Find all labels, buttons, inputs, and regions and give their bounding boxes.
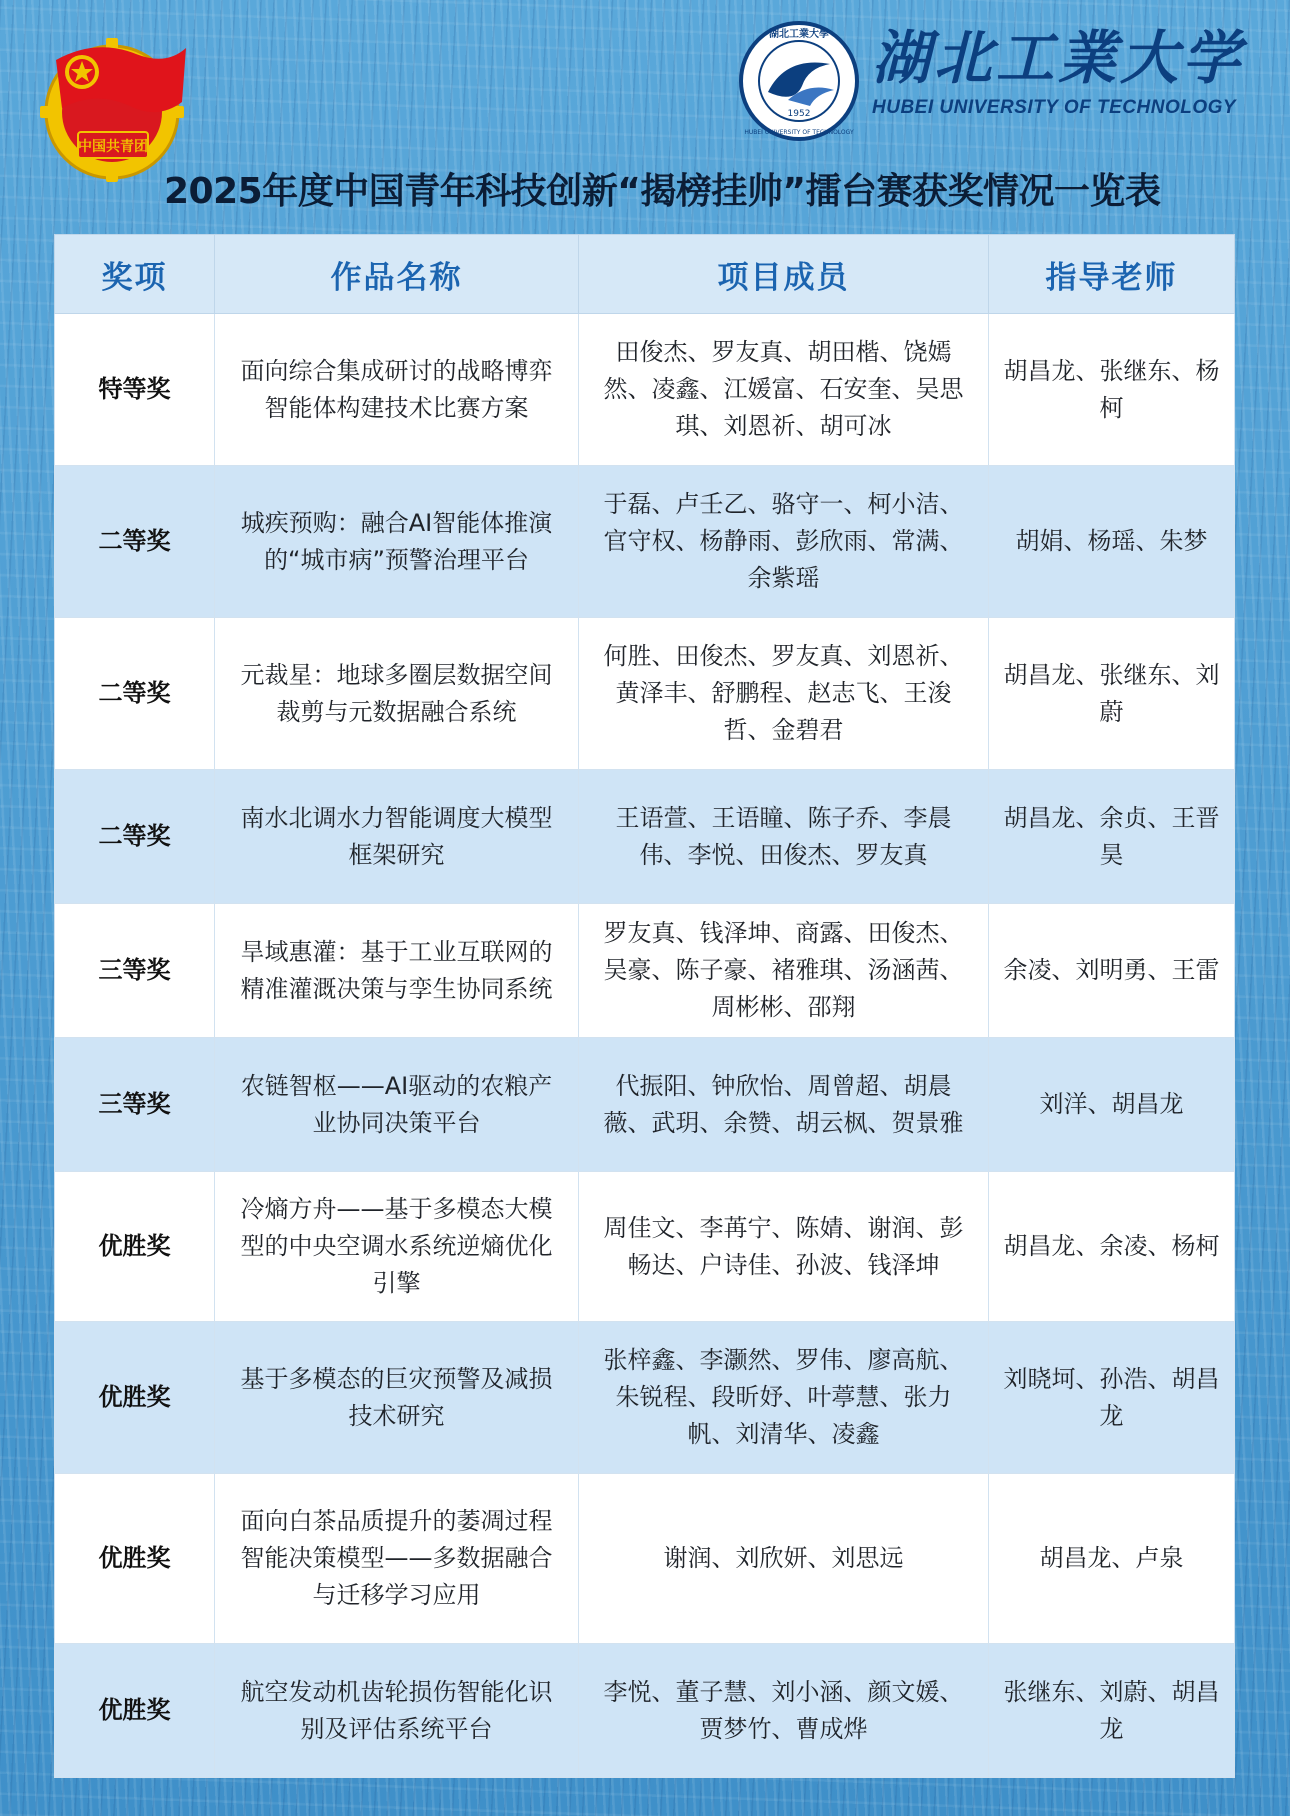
award-cell: 二等奖 xyxy=(55,466,215,618)
members-cell: 何胜、田俊杰、罗友真、刘恩祈、黄泽丰、舒鹏程、赵志飞、王浚哲、金碧君 xyxy=(579,618,989,770)
project-cell: 南水北调水力智能调度大模型框架研究 xyxy=(215,770,579,904)
table-row xyxy=(55,770,1235,904)
members-cell: 张梓鑫、李灏然、罗伟、廖高航、朱锐程、段昕妤、叶葶慧、张力帆、刘清华、凌鑫 xyxy=(579,1322,989,1474)
table-row xyxy=(55,1474,1235,1644)
table-row xyxy=(55,618,1235,770)
members-cell: 周佳文、李苒宁、陈婧、谢润、彭畅达、户诗佳、孙波、钱泽坤 xyxy=(579,1172,989,1322)
seal-text-top: 湖北工業大學 xyxy=(769,29,829,40)
teachers-cell: 余凌、刘明勇、王雷 xyxy=(989,904,1235,1038)
award-cell: 二等奖 xyxy=(55,770,215,904)
table-row xyxy=(55,904,1235,1038)
table-row xyxy=(55,1644,1235,1778)
members-cell: 于磊、卢壬乙、骆守一、柯小洁、官守权、杨静雨、彭欣雨、常满、余紫瑶 xyxy=(579,466,989,618)
award-cell: 优胜奖 xyxy=(55,1474,215,1644)
teachers-cell: 张继东、刘蔚、胡昌龙 xyxy=(989,1644,1235,1778)
teachers-cell: 胡昌龙、卢泉 xyxy=(989,1474,1235,1644)
university-name-en: HUBEI UNIVERSITY OF TECHNOLOGY xyxy=(872,97,1237,118)
teachers-cell: 胡昌龙、余凌、杨柯 xyxy=(989,1172,1235,1322)
members-cell: 王语萱、王语瞳、陈子乔、李晨伟、李悦、田俊杰、罗友真 xyxy=(579,770,989,904)
members-cell: 罗友真、钱泽坤、商露、田俊杰、吴豪、陈子豪、褚雅琪、汤涵茜、周彬彬、邵翔 xyxy=(579,904,989,1038)
youth-league-emblem-icon xyxy=(26,24,198,184)
award-cell: 优胜奖 xyxy=(55,1322,215,1474)
seal-year: 1952 xyxy=(787,109,811,119)
teachers-cell: 刘洋、胡昌龙 xyxy=(989,1038,1235,1172)
teachers-cell: 胡昌龙、张继东、杨柯 xyxy=(989,314,1235,466)
project-cell: 基于多模态的巨灾预警及减损技术研究 xyxy=(215,1322,579,1474)
teachers-cell: 胡昌龙、余贞、王晋昊 xyxy=(989,770,1235,904)
project-cell: 面向白茶品质提升的萎凋过程智能决策模型——多数据融合与迁移学习应用 xyxy=(215,1474,579,1644)
teachers-cell: 胡娟、杨瑶、朱梦 xyxy=(989,466,1235,618)
table-header-row xyxy=(55,235,1235,314)
award-cell: 三等奖 xyxy=(55,1038,215,1172)
project-cell: 航空发动机齿轮损伤智能化识别及评估系统平台 xyxy=(215,1644,579,1778)
university-seal-icon xyxy=(738,20,860,142)
awards-table xyxy=(54,234,1235,1778)
award-cell: 优胜奖 xyxy=(55,1644,215,1778)
award-cell: 优胜奖 xyxy=(55,1172,215,1322)
page-title: 2025年度中国青年科技创新“揭榜挂帅”擂台赛获奖情况一览表 xyxy=(164,171,1161,212)
table-row xyxy=(55,1322,1235,1474)
project-cell: 农链智枢——AI驱动的农粮产业协同决策平台 xyxy=(215,1038,579,1172)
project-cell: 冷熵方舟——基于多模态大模型的中央空调水系统逆熵优化引擎 xyxy=(215,1172,579,1322)
table-row xyxy=(55,466,1235,618)
members-cell: 李悦、董子慧、刘小涵、颜文媛、贾梦竹、曹成烨 xyxy=(579,1644,989,1778)
university-name xyxy=(872,20,1252,124)
award-cell: 二等奖 xyxy=(55,618,215,770)
header-award: 奖项 xyxy=(55,235,215,314)
table-row xyxy=(55,1172,1235,1322)
award-cell: 特等奖 xyxy=(55,314,215,466)
header-project: 作品名称 xyxy=(215,235,579,314)
teachers-cell: 刘晓坷、孙浩、胡昌龙 xyxy=(989,1322,1235,1474)
teachers-cell: 胡昌龙、张继东、刘蔚 xyxy=(989,618,1235,770)
emblem-text: 中国共青团 xyxy=(78,139,148,155)
members-cell: 代振阳、钟欣怡、周曾超、胡晨薇、武玥、余赞、胡云枫、贺景雅 xyxy=(579,1038,989,1172)
table-row xyxy=(55,314,1235,466)
members-cell: 田俊杰、罗友真、胡田楷、饶嫣然、凌鑫、江媛富、石安奎、吴思琪、刘恩祈、胡可冰 xyxy=(579,314,989,466)
project-cell: 面向综合集成研讨的战略博弈智能体构建技术比赛方案 xyxy=(215,314,579,466)
members-cell: 谢润、刘欣妍、刘思远 xyxy=(579,1474,989,1644)
table-row xyxy=(55,1038,1235,1172)
project-cell: 元裁星：地球多圈层数据空间裁剪与元数据融合系统 xyxy=(215,618,579,770)
seal-text-bottom: HUBEI UNIVERSITY OF TECHNOLOGY xyxy=(744,129,854,136)
university-name-cn: 湖北工業大学 xyxy=(872,24,1245,92)
award-cell: 三等奖 xyxy=(55,904,215,1038)
project-cell: 城疾预购：融合AI智能体推演的“城市病”预警治理平台 xyxy=(215,466,579,618)
header-members: 项目成员 xyxy=(579,235,989,314)
project-cell: 旱域惠灌：基于工业互联网的精准灌溉决策与孪生协同系统 xyxy=(215,904,579,1038)
header-teachers: 指导老师 xyxy=(989,235,1235,314)
